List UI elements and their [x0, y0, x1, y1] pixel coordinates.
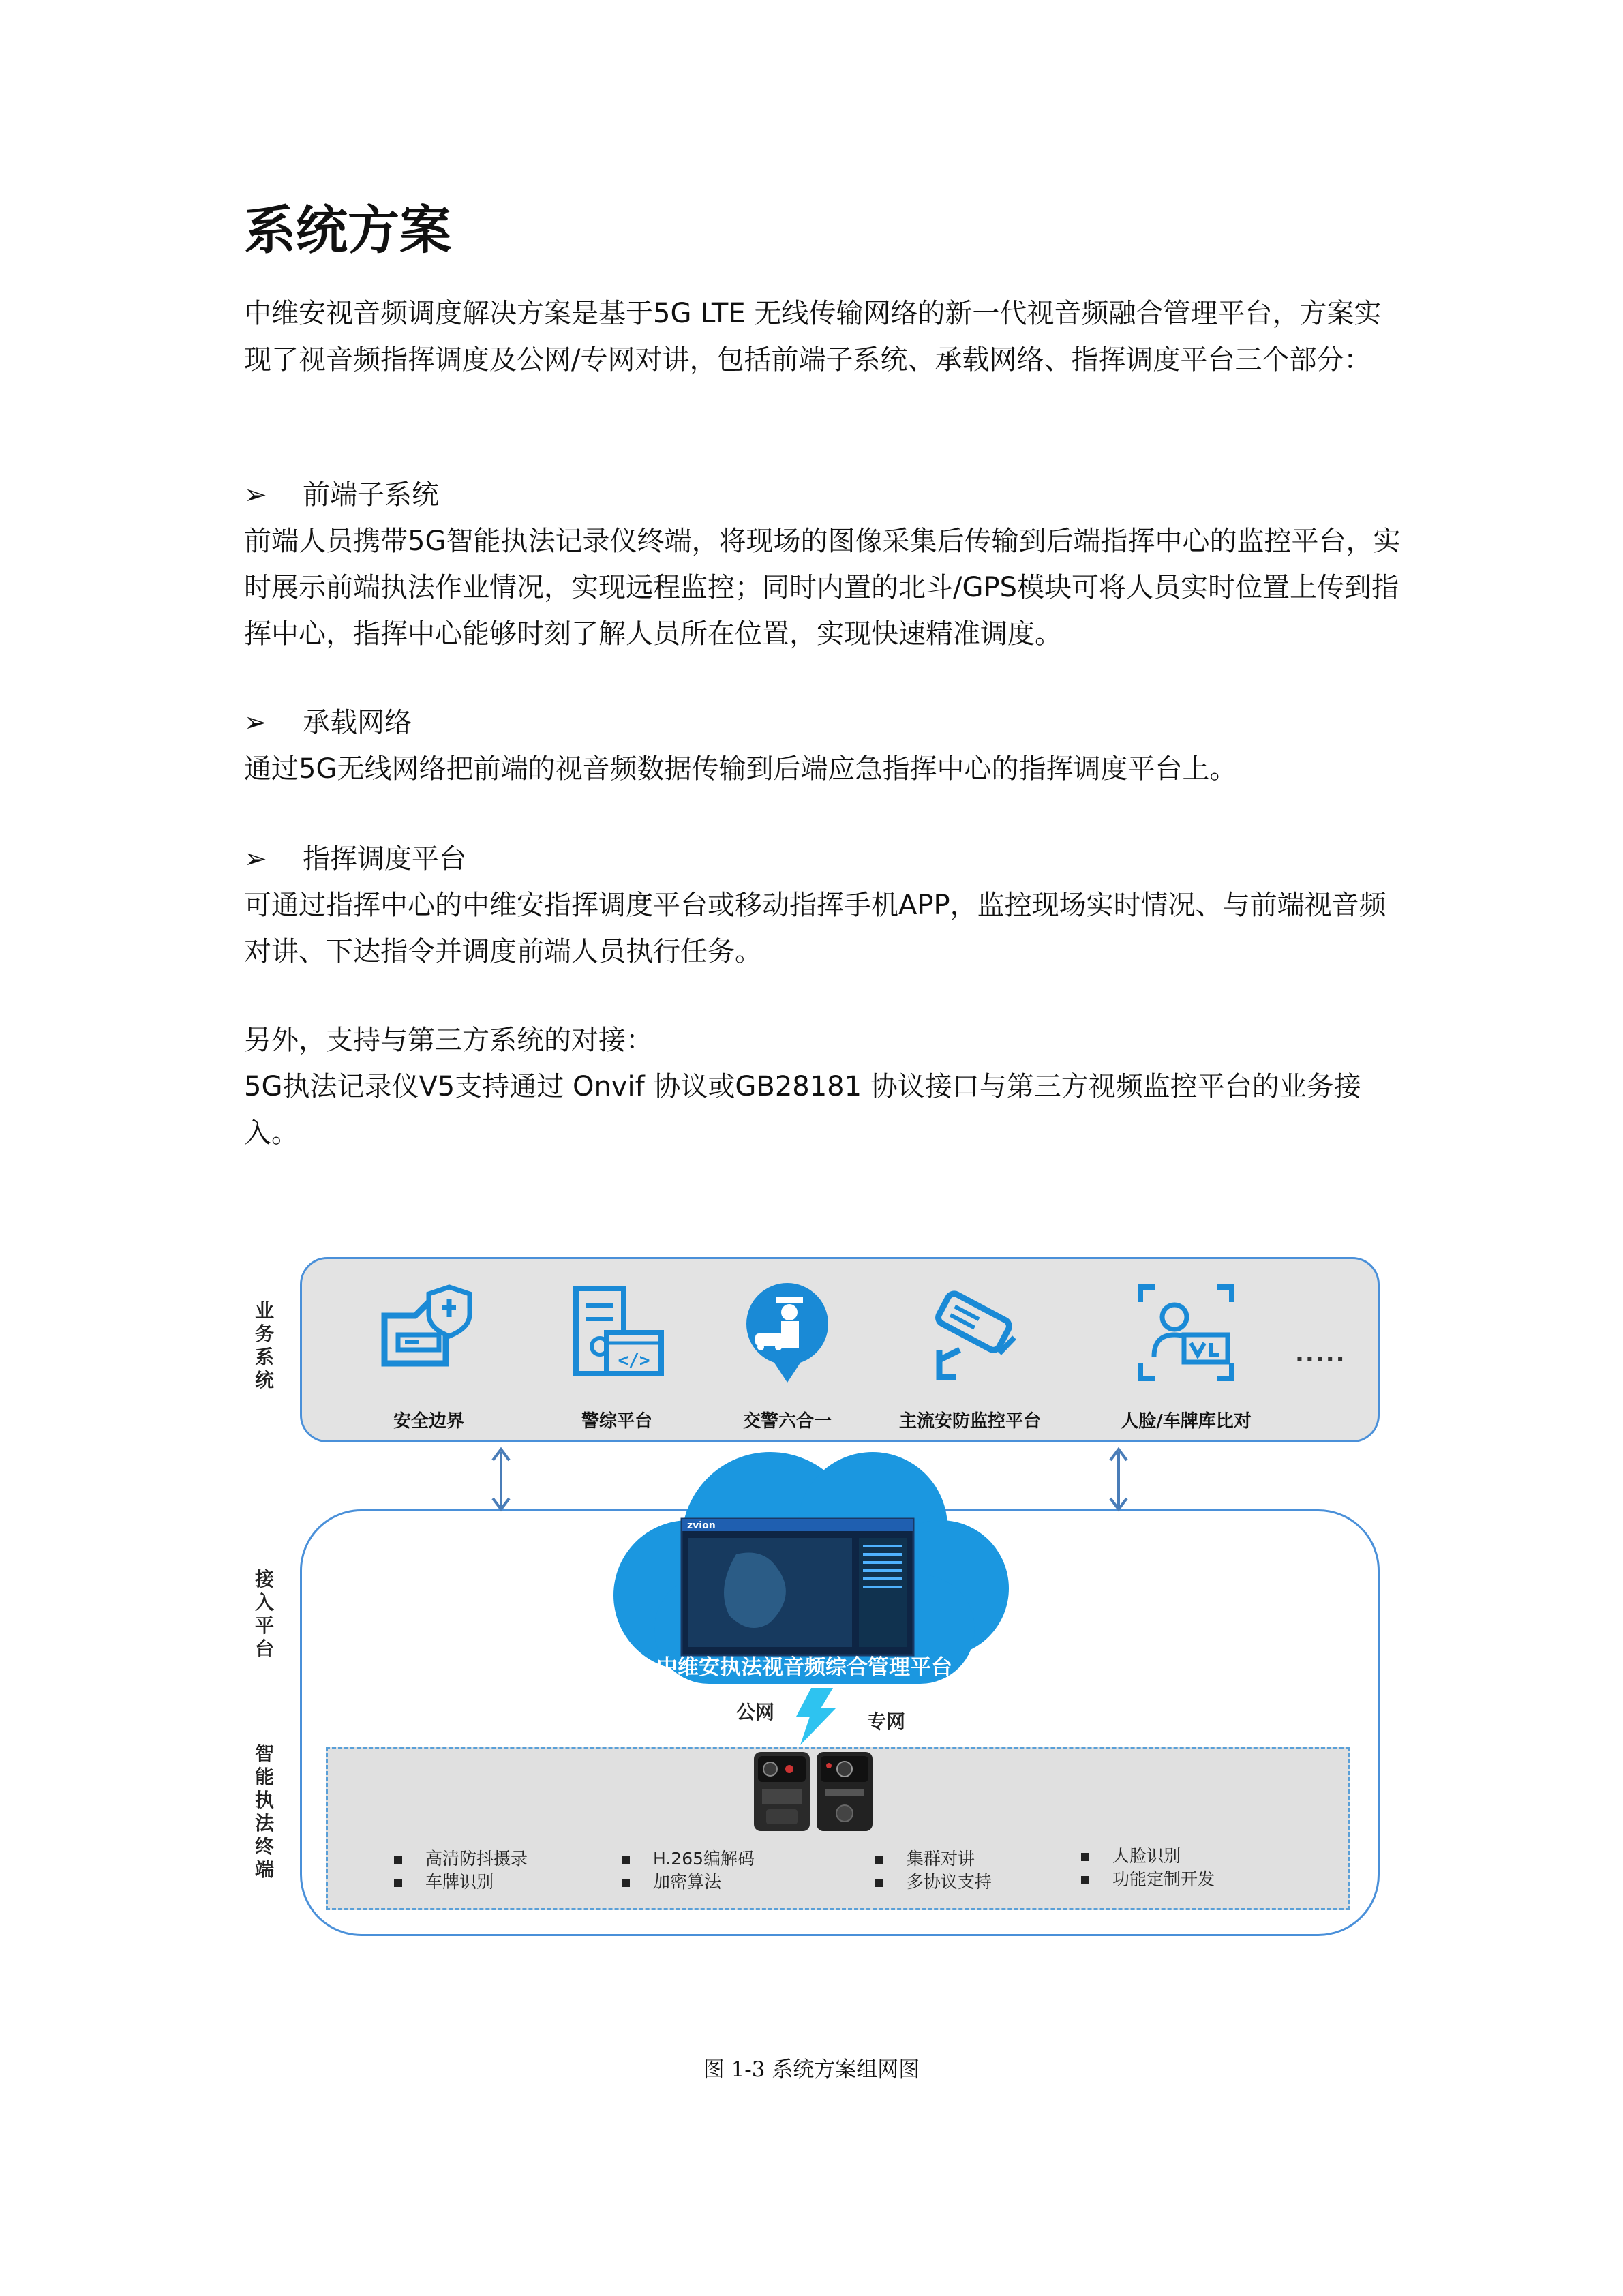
- square-bullet-icon: [1081, 1876, 1089, 1884]
- cctv-camera-icon: [919, 1282, 1021, 1384]
- section-body: 可通过指挥中心的中维安指挥调度平台或移动指挥手机APP，监控现场实时情况、与前端视音频对讲、下达指令并调度前端人员执行任务。: [244, 890, 1386, 967]
- section-heading: [244, 472, 439, 518]
- business-item: [333, 1282, 524, 1432]
- intro-paragraph: 中维安视音频调度解决方案是基于5G LTE 无线传输网络的新一代视音频融合管理平台，方案实现了视音频指挥调度及公网/专网对讲，包括前端子系统、承载网络、指挥调度平台三个部分：: [244, 298, 1382, 376]
- section-heading: [244, 699, 412, 746]
- square-bullet-icon: [1081, 1853, 1089, 1861]
- connector-arrow: [1102, 1445, 1136, 1513]
- feature-item: 高清防抖摄录: [394, 1847, 528, 1871]
- body-camera-device: [753, 1751, 811, 1832]
- platform-logo: zvion: [687, 1520, 716, 1531]
- traffic-police-icon: [736, 1282, 838, 1384]
- business-item-label: 安全边界: [393, 1411, 464, 1432]
- feature-item: 多协议支持: [875, 1871, 992, 1894]
- business-item: [692, 1282, 883, 1432]
- section-body: 通过5G无线网络把前端的视音频数据传输到后端应急指挥中心的指挥调度平台上。: [244, 753, 1237, 785]
- business-item-label: 交警六合一: [742, 1411, 832, 1432]
- thirdparty-intro: 另外，支持与第三方系统的对接：: [244, 1025, 653, 1056]
- feature-item: 加密算法: [622, 1871, 755, 1894]
- square-bullet-icon: [875, 1879, 883, 1887]
- square-bullet-icon: [622, 1856, 630, 1864]
- police-code-icon: [566, 1282, 668, 1384]
- square-bullet-icon: [875, 1856, 883, 1864]
- page-title: 系统方案: [244, 200, 451, 260]
- feature-item: H.265编解码: [622, 1847, 755, 1871]
- shield-folder-icon: [378, 1282, 480, 1384]
- feature-item: 集群对讲: [875, 1847, 992, 1871]
- public-network-label: 公网: [736, 1701, 775, 1723]
- arrow-bullet-icon: ➢: [244, 707, 267, 738]
- more-indicator: ·····: [1295, 1346, 1346, 1373]
- feature-column: [1081, 1845, 1215, 1891]
- private-network-label: 专网: [867, 1710, 906, 1733]
- business-item: [875, 1282, 1065, 1432]
- section-title: 承载网络: [303, 707, 412, 738]
- feature-column: [875, 1847, 992, 1894]
- feature-column: [394, 1847, 528, 1894]
- feature-column: [622, 1847, 755, 1894]
- square-bullet-icon: [394, 1879, 402, 1887]
- svg-text:</>: </>: [618, 1350, 650, 1371]
- face-plate-scan-icon: [1135, 1282, 1237, 1384]
- terminal-label: 智能执法终端: [254, 1742, 274, 1881]
- square-bullet-icon: [622, 1879, 630, 1887]
- section-title: 前端子系统: [303, 479, 439, 511]
- section-body: 前端人员携带5G智能执法记录仪终端，将现场的图像采集后传输到后端指挥中心的监控平台，实时展示前端执法作业情况，实现远程监控；同时内置的北斗/GPS模块可将人员实时位置上传到指挥中心，指挥中心能够时刻了解人员所在位置，实现快速精准调度。: [244, 526, 1401, 650]
- access-label: 接入平台: [254, 1568, 274, 1660]
- body-camera-device: [815, 1751, 874, 1832]
- lightning-icon: [791, 1688, 838, 1745]
- section-heading: [244, 836, 466, 882]
- section-title: 指挥调度平台: [303, 843, 466, 875]
- business-item-label: 人脸/车牌库比对: [1121, 1411, 1252, 1432]
- feature-item: 功能定制开发: [1081, 1868, 1215, 1891]
- business-item-label: 警综平台: [581, 1411, 652, 1432]
- connector-arrow: [484, 1445, 518, 1513]
- arrow-bullet-icon: ➢: [244, 843, 267, 875]
- business-item: [521, 1282, 712, 1432]
- figure-caption: 图 1-3 系统方案组网图: [703, 2057, 920, 2082]
- square-bullet-icon: [394, 1856, 402, 1864]
- business-item: [1091, 1282, 1281, 1432]
- feature-item: 人脸识别: [1081, 1845, 1215, 1868]
- business-item-label: 主流安防监控平台: [898, 1411, 1041, 1432]
- business-label: 业务系统: [254, 1299, 274, 1391]
- feature-item: 车牌识别: [394, 1871, 528, 1894]
- arrow-bullet-icon: ➢: [244, 479, 267, 511]
- platform-title: 中维安执法视音频综合管理平台: [656, 1655, 952, 1680]
- thirdparty-body: 5G执法记录仪V5支持通过 Onvif 协议或GB28181 协议接口与第三方视频监控平台的业务接入。: [244, 1071, 1361, 1149]
